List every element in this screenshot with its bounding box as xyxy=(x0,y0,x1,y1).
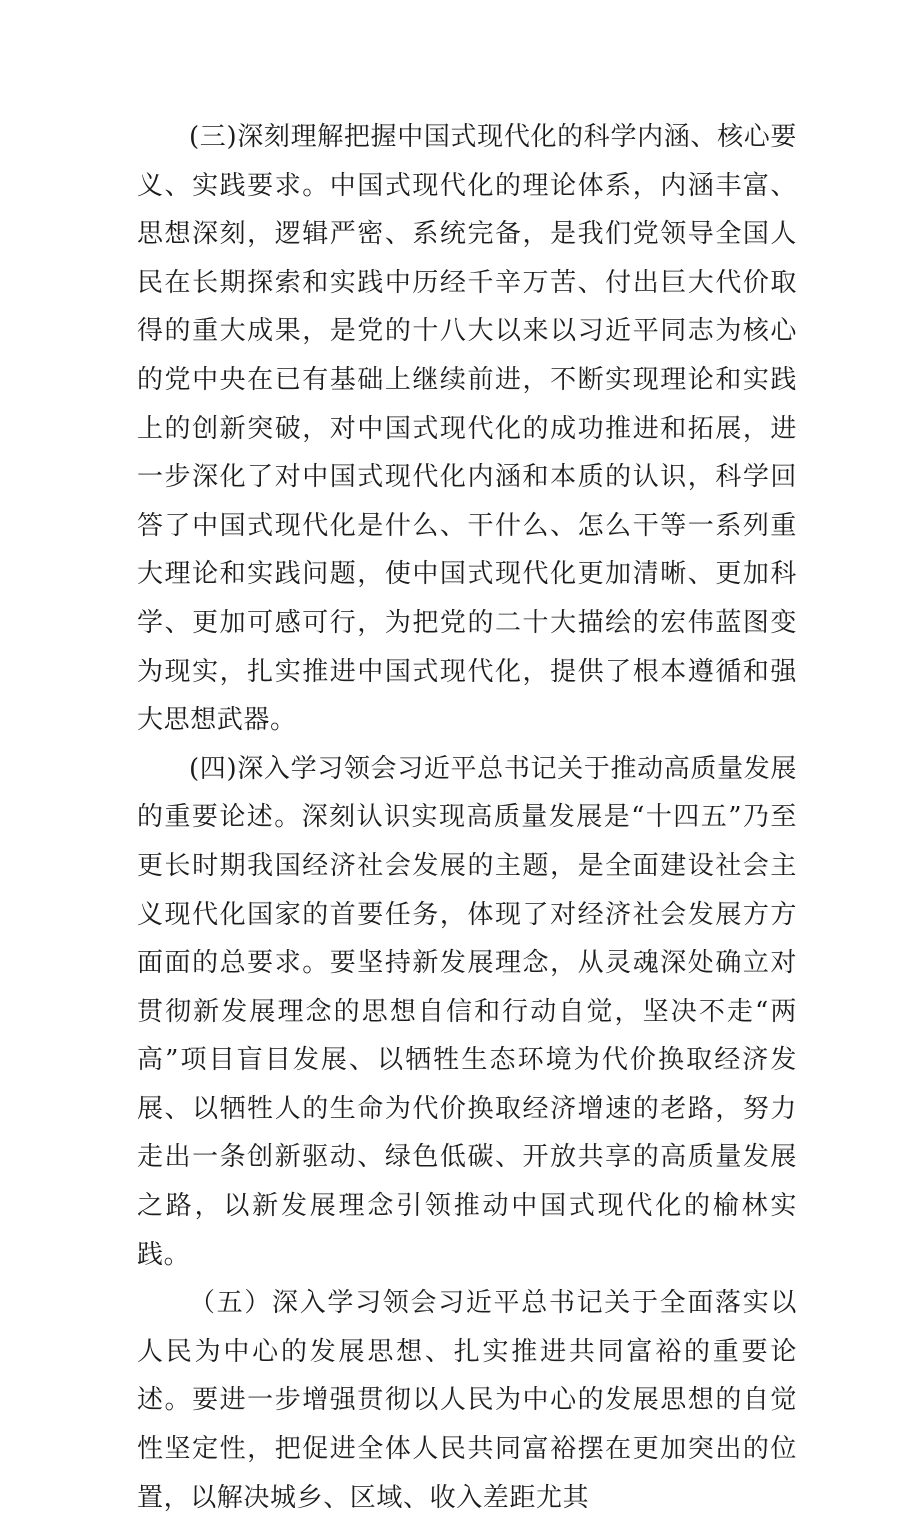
document-body xyxy=(137,113,797,1522)
paragraph-section-three: (三)深刻理解把握中国式现代化的科学内涵、核心要义、实践要求。中国式现代化的理论体系，内涵丰富、思想深刻，逻辑严密、系统完备，是我们党领导全国人民在长期探索和实践中历经千辛万苦、付出巨大代价取得的重大成果，是党的十八大以来以习近平同志为核心的党中央在已有基础上继续前进，不断实现理论和实践上的创新突破，对中国式现代化的成功推进和拓展，进一步深化了对中国式现代化内涵和本质的认识，科学回答了中国式现代化是什么、干什么、怎么干等一系列重大理论和实践问题，使中国式现代化更加清晰、更加科学、更加可感可行，为把党的二十大描绘的宏伟蓝图变为现实，扎实推进中国式现代化，提供了根本遵循和强大思想武器。 xyxy=(137,122,797,736)
paragraph-section-five: （五）深入学习领会习近平总书记关于全面落实以人民为中心的发展思想、扎实推进共同富裕的重要论述。要进一步增强贯彻以人民为中心的发展思想的自觉性坚定性，把促进全体人民共同富裕摆在更加突出的位置，以解决城乡、区域、收入差距尤其 xyxy=(137,1288,797,1513)
paragraph-section-four: (四)深入学习领会习近平总书记关于推动高质量发展的重要论述。深刻认识实现高质量发展是“十四五”乃至更长时期我国经济社会发展的主题，是全面建设社会主义现代化国家的首要任务，体现了对经济社会发展方方面面的总要求。要坚持新发展理念，从灵魂深处确立对贯彻新发展理念的思想自信和行动自觉，坚决不走“两高”项目盲目发展、以牺牲生态环境为代价换取经济发展、以牺牲人的生命为代价换取经济增速的老路，努力走出一条创新驱动、绿色低碳、开放共享的高质量发展之路，以新发展理念引领推动中国式现代化的榆林实践。 xyxy=(137,753,797,1270)
